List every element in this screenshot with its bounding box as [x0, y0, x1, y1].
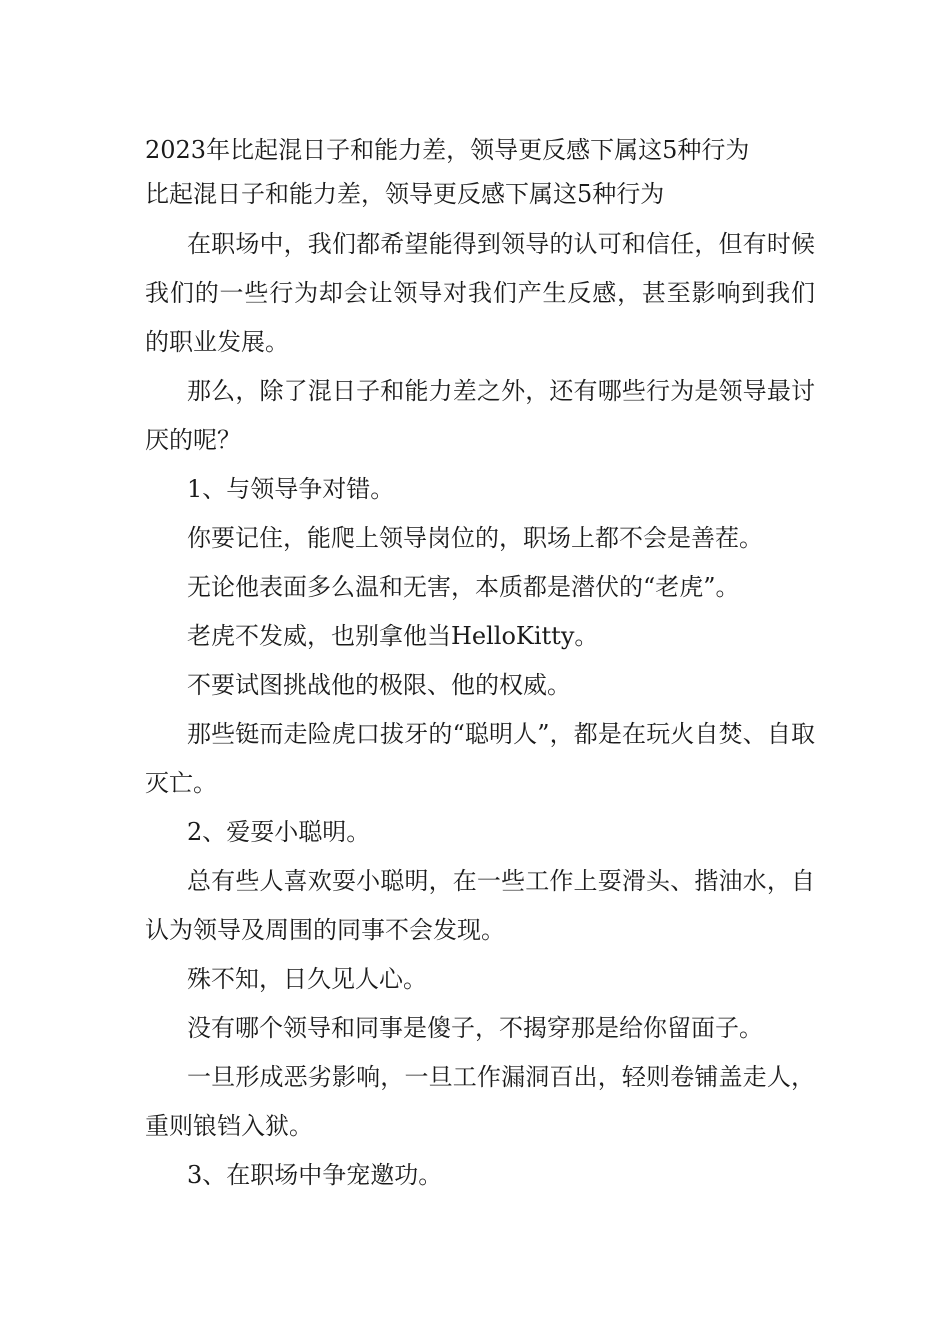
- document-subtitle: 比起混日子和能力差，领导更反感下属这5种行为: [145, 180, 665, 208]
- paragraph: 没有哪个领导和同事是傻子，不揭穿那是给你留面子。: [187, 1014, 763, 1042]
- paragraph: 总有些人喜欢耍小聪明，在一些工作上耍滑头、揩油水，自认为领导及周围的同事不会发现。: [145, 867, 815, 944]
- section-heading-1: 1、与领导争对错。: [187, 475, 395, 503]
- document-title: 2023年比起混日子和能力差，领导更反感下属这5种行为: [145, 136, 750, 164]
- paragraph-question: 那么，除了混日子和能力差之外，还有哪些行为是领导最讨厌的呢？: [145, 377, 815, 454]
- paragraph: 你要记住，能爬上领导岗位的，职场上都不会是善茬。: [187, 524, 763, 552]
- section-heading-3: 3、在职场中争宠邀功。: [187, 1161, 443, 1189]
- section-heading-2: 2、爱耍小聪明。: [187, 818, 371, 846]
- paragraph: 不要试图挑战他的极限、他的权威。: [187, 671, 571, 699]
- paragraph: 那些铤而走险虎口拔牙的“聪明人”，都是在玩火自焚、自取灭亡。: [145, 720, 815, 797]
- paragraph-intro: 在职场中，我们都希望能得到领导的认可和信任，但有时候我们的一些行为却会让领导对我们产生反感，甚至影响到我们的职业发展。: [145, 230, 815, 356]
- paragraph: 一旦形成恶劣影响，一旦工作漏洞百出，轻则卷铺盖走人，重则锒铛入狱。: [145, 1063, 815, 1140]
- paragraph: 殊不知，日久见人心。: [187, 965, 427, 993]
- document-body: [145, 128, 815, 1200]
- paragraph: 无论他表面多么温和无害，本质都是潜伏的“老虎”。: [187, 573, 740, 601]
- paragraph: 老虎不发威，也别拿他当HelloKitty。: [187, 622, 599, 650]
